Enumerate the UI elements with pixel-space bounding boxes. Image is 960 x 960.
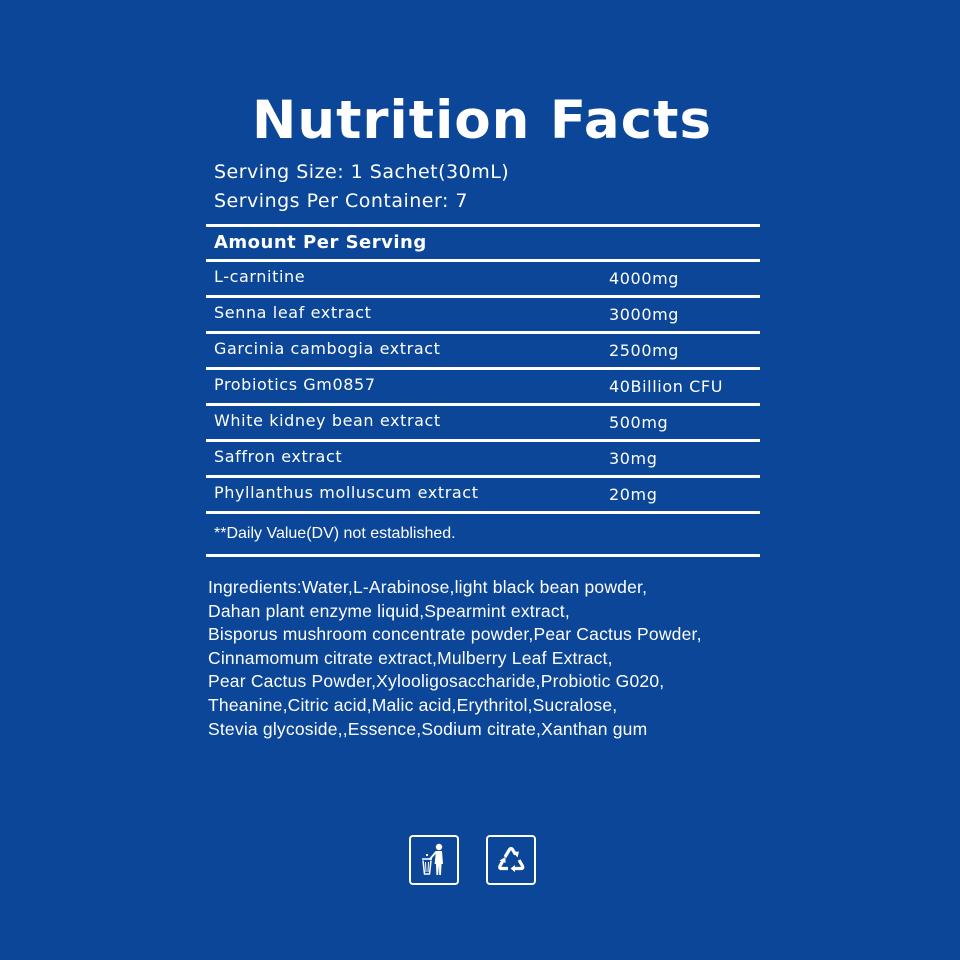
table-row xyxy=(206,406,760,442)
divider xyxy=(206,554,760,557)
ingredients-line: Theanine,Citric acid,Malic acid,Erythritol,Sucralose, xyxy=(208,694,618,715)
amount-per-serving-header: Amount Per Serving xyxy=(214,232,427,253)
table-row xyxy=(206,298,760,334)
recycle-icon xyxy=(486,835,536,885)
table-row xyxy=(206,478,760,514)
page-title: Nutrition Facts xyxy=(252,90,712,151)
table-row xyxy=(206,442,760,478)
serving-size: Serving Size: 1 Sachet(30mL) xyxy=(214,161,510,183)
nutrient-amount: 30mg xyxy=(609,449,658,468)
table-row xyxy=(206,370,760,406)
nutrient-name: Phyllanthus molluscum extract xyxy=(214,483,479,502)
table-row xyxy=(206,334,760,370)
ingredients-list xyxy=(208,576,808,741)
nutrient-amount: 4000mg xyxy=(609,269,680,288)
ingredients-line: Cinnamomum citrate extract,Mulberry Leaf Extract, xyxy=(208,647,613,668)
nutrient-name: L-carnitine xyxy=(214,267,306,286)
ingredients-line: Pear Cactus Powder,Xylooligosaccharide,Probiotic G020, xyxy=(208,671,665,692)
trash-disposal-icon xyxy=(409,835,459,885)
nutrient-name: Senna leaf extract xyxy=(214,303,372,322)
nutrition-table xyxy=(206,224,760,557)
nutrient-name: Garcinia cambogia extract xyxy=(214,339,441,358)
nutrient-amount: 500mg xyxy=(609,413,669,432)
daily-value-footnote: **Daily Value(DV) not established. xyxy=(214,525,456,542)
servings-per-container: Servings Per Container: 7 xyxy=(214,190,468,212)
nutrient-name: White kidney bean extract xyxy=(214,411,441,430)
nutrient-amount: 3000mg xyxy=(609,305,680,324)
ingredients-line: Stevia glycoside,,Essence,Sodium citrate,Xanthan gum xyxy=(208,718,648,739)
nutrient-amount: 2500mg xyxy=(609,341,680,360)
nutrient-amount: 20mg xyxy=(609,485,658,504)
table-row xyxy=(206,262,760,298)
ingredients-line: Ingredients:Water,L-Arabinose,light black bean powder, xyxy=(208,577,648,597)
nutrient-name: Saffron extract xyxy=(214,447,343,466)
nutrient-amount: 40Billion CFU xyxy=(609,377,724,396)
nutrient-name: Probiotics Gm0857 xyxy=(214,375,376,394)
ingredients-line: Dahan plant enzyme liquid,Spearmint extract, xyxy=(208,600,570,621)
ingredients-line: Bisporus mushroom concentrate powder,Pear Cactus Powder, xyxy=(208,624,702,645)
